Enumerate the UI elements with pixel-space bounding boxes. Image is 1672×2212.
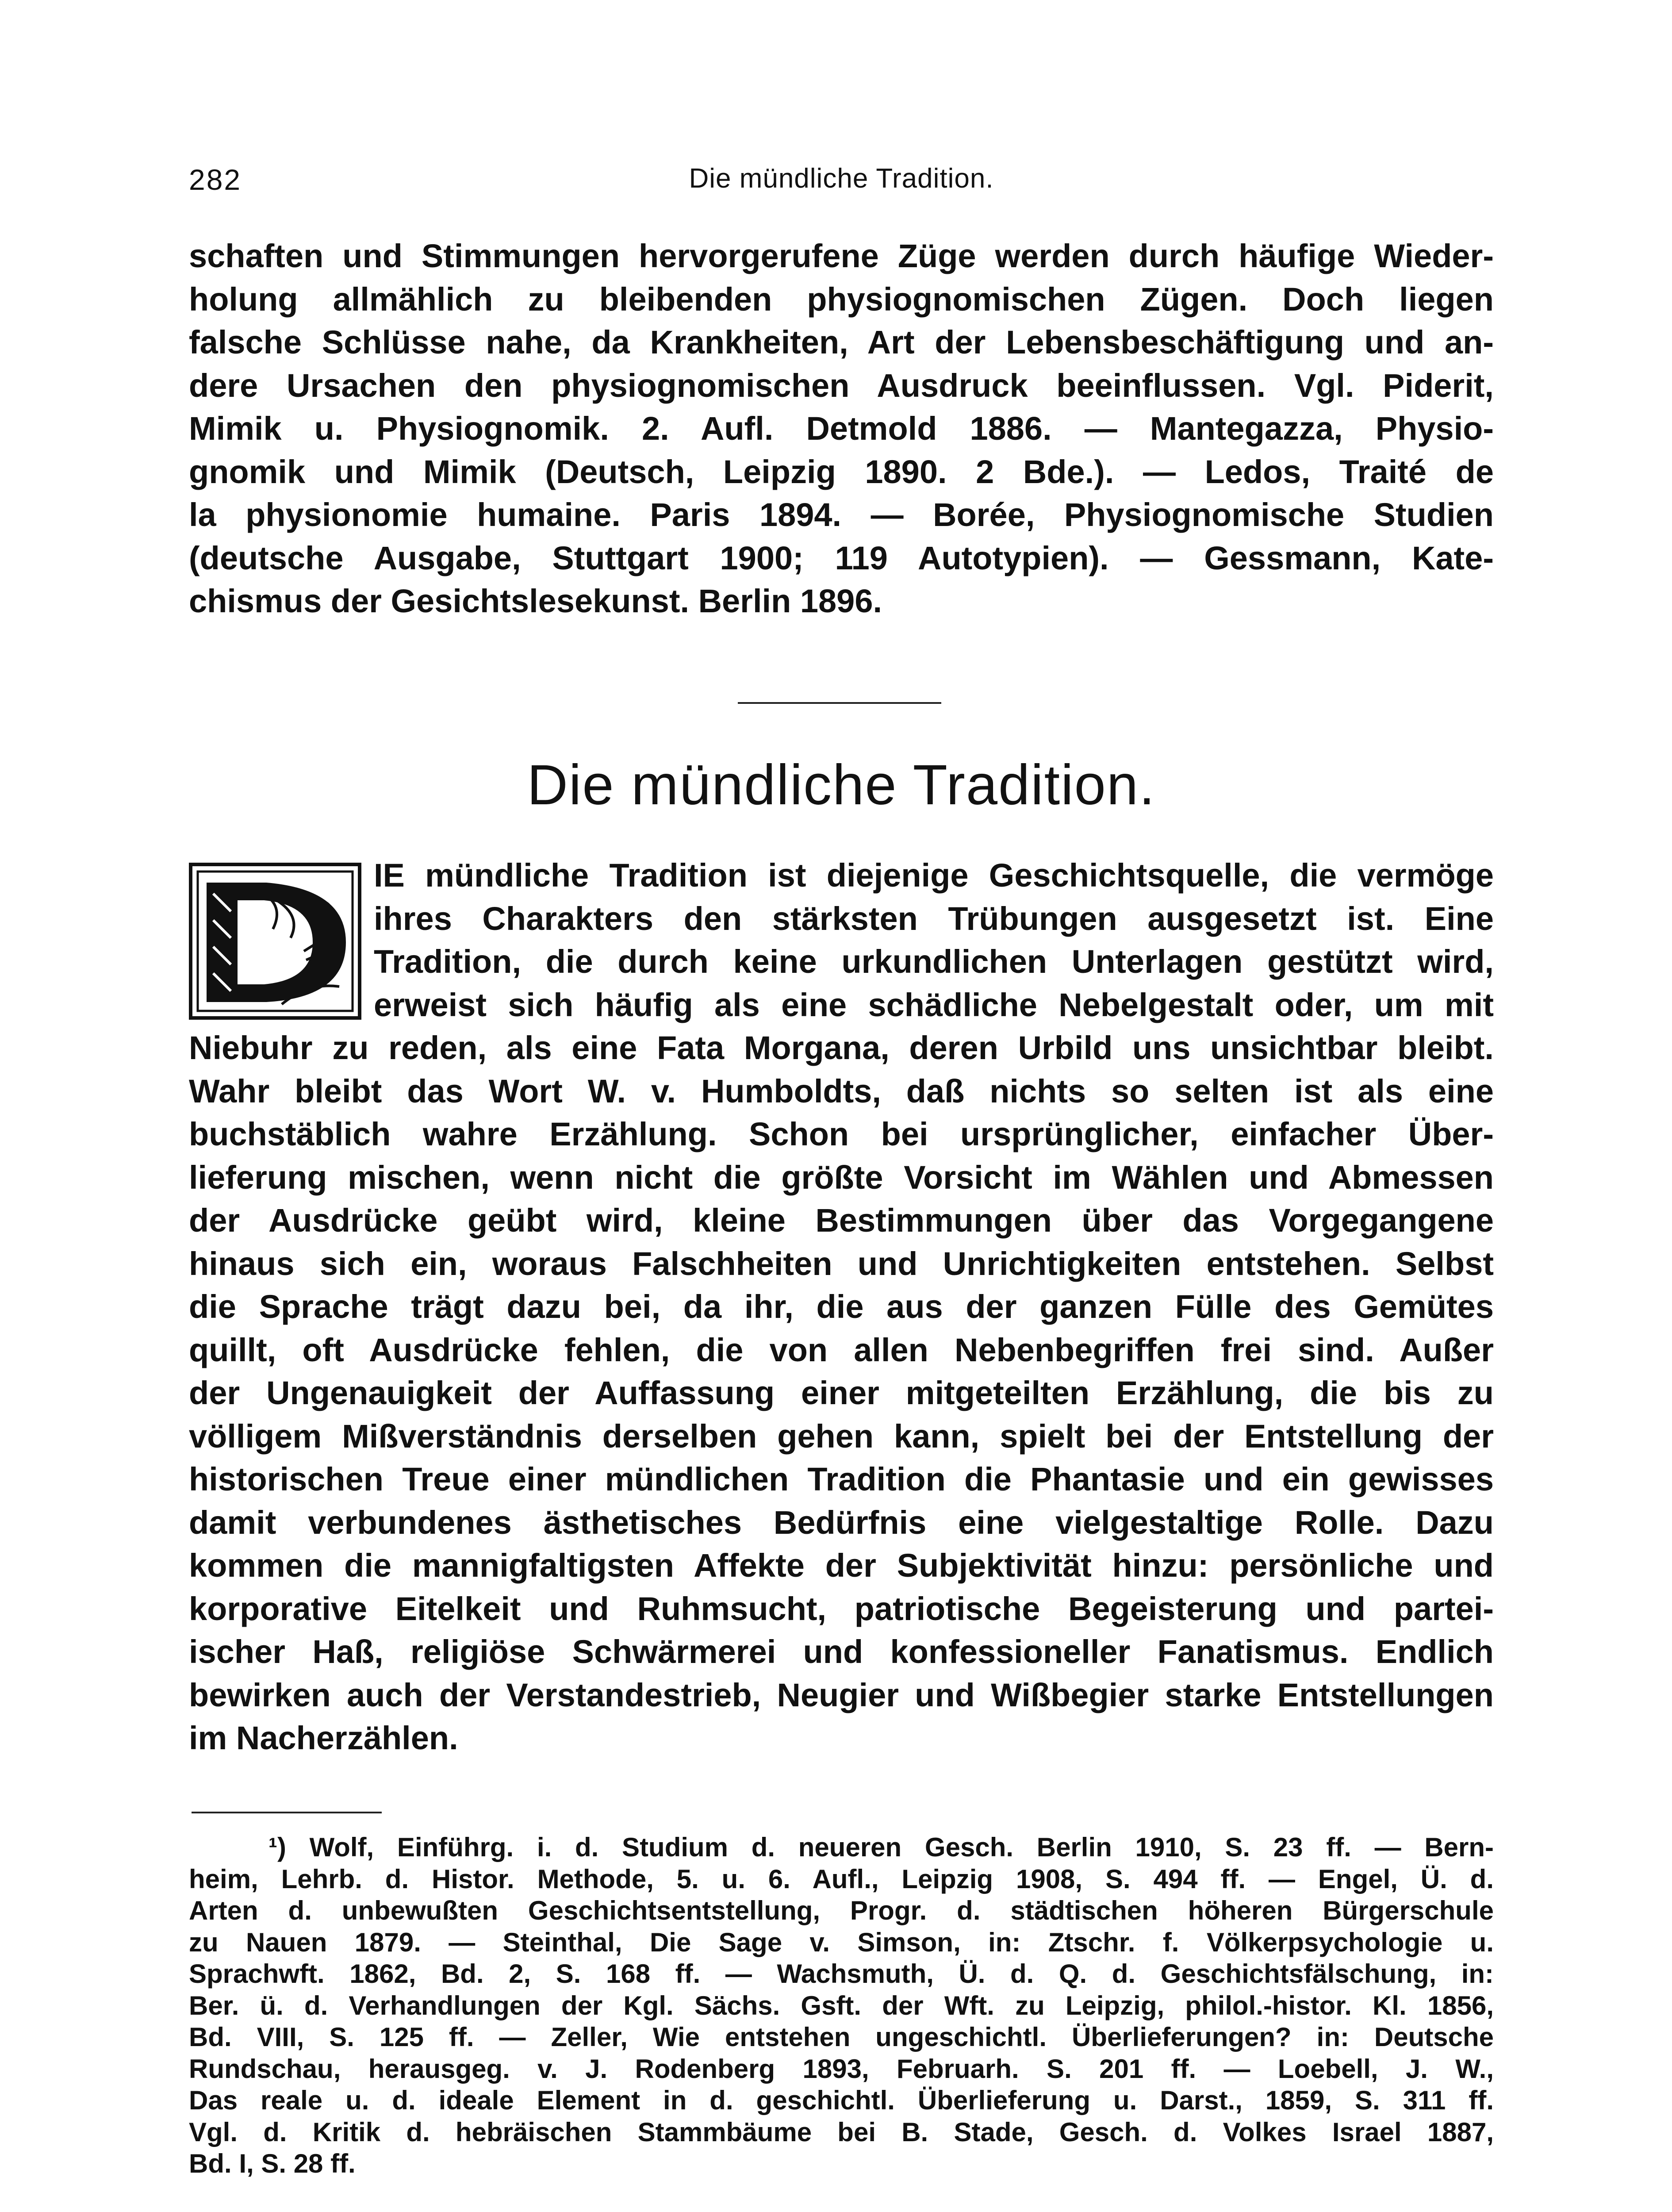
footnote-line: heim, Lehrb. d. Histor. Methode, 5. u. 6. Aufl., Leipzig 1908, S. 494 ff. — Engel, Ü. d. — [189, 1864, 1494, 1894]
text-line: bewirken auch der Verstandestrieb, Neugier und Wißbegier starke Entstellungen — [189, 1676, 1494, 1713]
svg-text:D: D — [255, 965, 259, 970]
text-line: IE mündliche Tradition ist diejenige Geschichtsquelle, die vermöge — [374, 857, 1494, 894]
text-line: (deutsche Ausgabe, Stuttgart 1900; 119 Autotypien). — Gessmann, Kate- — [189, 539, 1494, 576]
main-paragraph — [189, 854, 1494, 1760]
text-line: korporative Eitelkeit und Ruhmsucht, patriotische Begeisterung und partei- — [189, 1590, 1494, 1627]
footnote-line: Ber. ü. d. Verhandlungen der Kgl. Sächs. Gsft. der Wft. zu Leipzig, philol.-histor. Kl. 1856, — [189, 1990, 1494, 2020]
text-line: gnomik und Mimik (Deutsch, Leipzig 1890. 2 Bde.). — Ledos, Traité de — [189, 453, 1494, 490]
text-line: holung allmählich zu bleibenden physiognomischen Zügen. Doch liegen — [189, 280, 1494, 318]
text-line: die Sprache trägt dazu bei, da ihr, die aus der ganzen Fülle des Gemütes — [189, 1288, 1494, 1325]
text-line: der Ausdrücke geübt wird, kleine Bestimmungen über das Vorgegangene — [189, 1202, 1494, 1239]
footnote-line: Das reale u. d. ideale Element in d. geschichtl. Überlieferung u. Darst., 1859, S. 311 ff. — [189, 2085, 1494, 2115]
footnote-line: Bd. I, S. 28 ff. — [189, 2149, 356, 2178]
footnote-line: Arten d. unbewußten Geschichtsentstellung, Progr. d. städtischen höheren Bürgerschule — [189, 1896, 1494, 1925]
footnote-line: zu Nauen 1879. — Steinthal, Die Sage v. Simson, in: Ztschr. f. Völkerpsychologie u. — [189, 1927, 1494, 1957]
top-paragraph — [189, 234, 1494, 623]
text-line: Tradition, die durch keine urkundlichen Unterlagen gestützt wird, — [374, 943, 1494, 980]
footnote-line: Sprachwft. 1862, Bd. 2, S. 168 ff. — Wachsmuth, Ü. d. Q. d. Geschichtsfälschung, in: — [189, 1959, 1494, 1989]
text-line: hinaus sich ein, woraus Falschheiten und Unrichtigkeiten entstehen. Selbst — [189, 1245, 1494, 1282]
text-line: la physionomie humaine. Paris 1894. — Borée, Physiognomische Studien — [189, 496, 1494, 533]
footnote — [189, 1832, 1494, 2180]
footnote-line: Rundschau, herausgeg. v. J. Rodenberg 1893, Februarh. S. 201 ff. — Loebell, J. W., — [189, 2054, 1494, 2084]
running-title: Die mündliche Tradition. — [689, 163, 994, 194]
page-number: 282 — [189, 163, 242, 196]
text-line: buchstäblich wahre Erzählung. Schon bei ursprünglicher, einfacher Über- — [189, 1116, 1494, 1152]
text-line: Mimik u. Physiognomik. 2. Aufl. Detmold 1886. — Mantegazza, Physio- — [189, 410, 1494, 447]
text-line: damit verbundenes ästhetisches Bedürfnis eine vielgestaltige Rolle. Dazu — [189, 1504, 1494, 1541]
text-line: chismus der Gesichtslesekunst. Berlin 1896. — [189, 583, 882, 619]
footnote-line: ¹) Wolf, Einführg. i. d. Studium d. neueren Gesch. Berlin 1910, S. 23 ff. — Bern- — [268, 1832, 1494, 1862]
text-line: schaften und Stimmungen hervorgerufene Züge werden durch häufige Wieder- — [189, 238, 1494, 274]
section-heading: Die mündliche Tradition. — [527, 753, 1156, 817]
text-line: dere Ursachen den physiognomischen Ausdruck beeinflussen. Vgl. Piderit, — [189, 367, 1494, 404]
text-line: der Ungenauigkeit der Auffassung einer mitgeteilten Erzählung, die bis zu — [189, 1375, 1494, 1411]
text-line: historischen Treue einer mündlichen Tradition die Phantasie und ein gewisses — [189, 1461, 1494, 1498]
text-line: erweist sich häufig als eine schädliche Nebelgestalt oder, um mit — [374, 986, 1494, 1023]
text-line: ihres Charakters den stärksten Trübungen ausgesetzt ist. Eine — [374, 900, 1494, 937]
text-line: im Nacherzählen. — [189, 1720, 458, 1756]
section-divider — [738, 702, 941, 704]
footnote-line: Bd. VIII, S. 125 ff. — Zeller, Wie entstehen ungeschichtl. Überlieferungen? in: Deutsche — [189, 2022, 1494, 2052]
running-head — [189, 163, 1494, 203]
text-line: kommen die mannigfaltigsten Affekte der Subjektivität hinzu: persönliche und — [189, 1547, 1494, 1584]
text-line: völligem Mißverständnis derselben gehen kann, spielt bei der Entstellung der — [189, 1417, 1494, 1455]
footnote-rule — [192, 1812, 382, 1813]
footnote-line: Vgl. d. Kritik d. hebräischen Stammbäume bei B. Stade, Gesch. d. Volkes Israel 1887, — [189, 2117, 1494, 2147]
text-line: Wahr bleibt das Wort W. v. Humboldts, daß nichts so selten ist als eine — [189, 1072, 1494, 1110]
text-line: Niebuhr zu reden, als eine Fata Morgana, deren Urbild uns unsichtbar bleibt. — [189, 1029, 1494, 1066]
text-line: ischer Haß, religiöse Schwärmerei und konfessioneller Fanatismus. Endlich — [189, 1633, 1494, 1670]
text-line: quillt, oft Ausdrücke fehlen, die von allen Nebenbegriffen frei sind. Außer — [189, 1331, 1494, 1368]
text-line: falsche Schlüsse nahe, da Krankheiten, Art der Lebensbeschäftigung und an- — [189, 324, 1494, 361]
text-line: lieferung mischen, wenn nicht die größte Vorsicht im Wählen und Abmessen — [189, 1159, 1494, 1196]
